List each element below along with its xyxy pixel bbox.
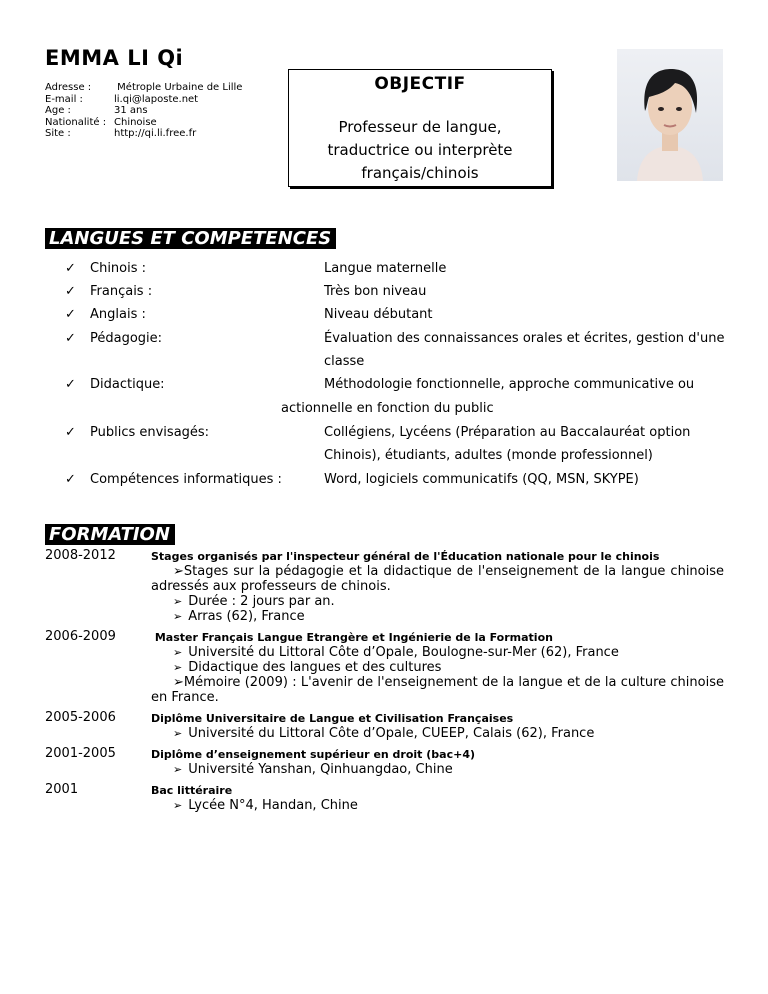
arrow-bullet-icon: ➢ (173, 675, 184, 690)
arrow-bullet-icon: ➢ (173, 595, 183, 608)
formation-bullet: ➢ Lycée N°4, Handan, Chine (173, 798, 358, 813)
info-row-age: Age : 31 ans (45, 105, 148, 116)
formation-title: Diplôme d’enseignement supérieur en droit (bac+4) (151, 748, 476, 761)
skill-continuation: actionnelle en fonction du public (281, 401, 494, 416)
arrow-bullet-icon: ➢ (173, 661, 183, 674)
profile-photo (617, 49, 723, 181)
formation-title: Stages organisés par l'inspecteur général de l'Éducation nationale pour le chinois (151, 550, 660, 563)
formation-section-title: FORMATION (45, 524, 175, 545)
formation-year: 2001-2005 (45, 746, 116, 761)
contact-info (45, 82, 242, 140)
formation-year: 2005-2006 (45, 710, 116, 725)
formation-title: Bac littéraire (151, 784, 233, 797)
arrow-bullet-icon: ➢ (173, 646, 183, 659)
arrow-bullet-icon: ➢ (173, 610, 183, 623)
formation-year: 2001 (45, 782, 79, 797)
skill-item: ✓ Compétences informatiques : Word, logiciels communicatifs (QQ, MSN, SKYPE) (0, 469, 768, 491)
skill-item: ✓ Anglais : Niveau débutant (0, 304, 768, 326)
objective-box (288, 69, 552, 187)
check-icon: ✓ (65, 472, 76, 487)
check-icon: ✓ (65, 261, 76, 276)
info-row-address: Adresse : Métrople Urbaine de Lille (45, 82, 243, 93)
formation-bullet: ➢Mémoire (2009) : L'avenir de l'enseignement de la langue et de la culture chinoise en France. (151, 675, 724, 705)
formation-bullet: ➢ Durée : 2 jours par an. (173, 594, 335, 609)
arrow-bullet-icon: ➢ (173, 763, 183, 776)
formation-bullet: ➢Stages sur la pédagogie et la didactique de l'enseignement de la langue chinoise adressés aux professeurs de chinois. (151, 564, 724, 594)
formation-bullet: ➢ Didactique des langues et des cultures (173, 660, 442, 675)
formation-bullet: ➢ Université du Littoral Côte d’Opale, Boulogne-sur-Mer (62), France (173, 645, 619, 660)
skills-section-title: LANGUES ET COMPETENCES (45, 228, 336, 249)
arrow-bullet-icon: ➢ (173, 564, 184, 579)
formation-title: Master Français Langue Etrangère et Ingénierie de la Formation (151, 631, 553, 644)
check-icon: ✓ (65, 284, 76, 299)
check-icon: ✓ (65, 331, 76, 346)
objective-text: Professeur de langue, traductrice ou interprète français/chinois (327, 118, 513, 182)
candidate-name: EMMA LI Qi (45, 46, 184, 70)
formation-title: Diplôme Universitaire de Langue et Civilisation Françaises (151, 712, 514, 725)
check-icon: ✓ (65, 307, 76, 322)
arrow-bullet-icon: ➢ (173, 799, 183, 812)
skill-item: ✓ Didactique: Méthodologie fonctionnelle, approche communicative ou (0, 374, 768, 396)
info-row-site: Site : http://qi.li.free.fr (45, 128, 197, 139)
formation-bullet: ➢ Université Yanshan, Qinhuangdao, Chine (173, 762, 453, 777)
arrow-bullet-icon: ➢ (173, 727, 183, 740)
info-row-email: E-mail : li.qi@laposte.net (45, 93, 199, 105)
check-icon: ✓ (65, 425, 76, 440)
email-link[interactable]: li.qi@laposte.net (114, 93, 199, 105)
skill-item: ✓ Chinois : Langue maternelle (0, 258, 768, 280)
skill-item: ✓ Pédagogie: Évaluation des connaissances orales et écrites, gestion d'une (0, 328, 768, 350)
formation-year: 2006-2009 (45, 629, 116, 644)
skill-item: ✓ Français : Très bon niveau (0, 281, 768, 303)
formation-year: 2008-2012 (45, 548, 116, 563)
info-row-nationality: Nationalité : Chinoise (45, 116, 157, 128)
skill-continuation: classe (324, 354, 365, 369)
skill-item: ✓ Publics envisagés: Collégiens, Lycéens (Préparation au Baccalauréat option (0, 422, 768, 444)
site-link[interactable]: http://qi.li.free.fr (114, 128, 197, 139)
formation-bullet: ➢ Université du Littoral Côte d’Opale, CUEEP, Calais (62), France (173, 726, 595, 741)
check-icon: ✓ (65, 377, 76, 392)
skill-continuation: Chinois), étudiants, adultes (monde professionnel) (324, 448, 653, 463)
formation-bullet: ➢ Arras (62), France (173, 609, 305, 624)
objective-title: OBJECTIF (374, 74, 466, 94)
